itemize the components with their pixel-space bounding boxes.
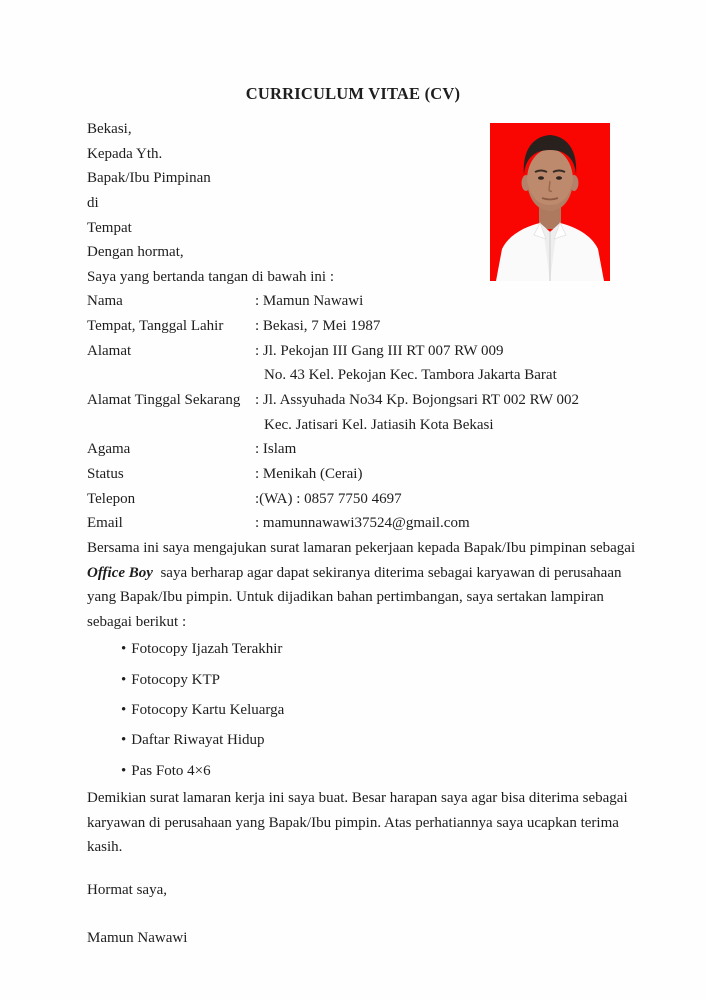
detail-row-agama xyxy=(87,437,632,462)
bullet-icon: • xyxy=(121,732,127,749)
detail-value: :(WA) : 0857 7750 4697 xyxy=(255,490,402,507)
detail-row-telepon xyxy=(87,487,632,512)
detail-row-ttl xyxy=(87,314,632,339)
detail-label: Alamat xyxy=(87,342,132,359)
detail-label: Agama xyxy=(87,441,131,458)
detail-label: Nama xyxy=(87,293,123,310)
detail-label: Status xyxy=(87,465,124,482)
application-paragraph-line2-rest: saya berharap agar dapat sekiranya diterima sebagai karyawan di perusahaan xyxy=(152,564,622,581)
list-item xyxy=(121,665,632,695)
page-title: CURRICULUM VITAE (CV) xyxy=(245,84,461,103)
salutation-line: Kepada Yth. xyxy=(87,145,163,162)
detail-row-status xyxy=(87,462,632,487)
detail-label: Email xyxy=(87,515,123,532)
attachment-label: Fotocopy Kartu Keluarga xyxy=(131,702,285,719)
list-item xyxy=(121,634,632,664)
detail-value: : Islam xyxy=(255,441,297,458)
attachment-label: Fotocopy KTP xyxy=(131,671,221,688)
signoff-line: Hormat saya, xyxy=(87,881,167,898)
list-item xyxy=(121,725,632,755)
detail-value: : Mamun Nawawi xyxy=(255,293,364,310)
detail-value-line1: : Jl. Assyuhada No34 Kp. Bojongsari RT 002 RW 002 xyxy=(255,392,579,409)
letter-body xyxy=(87,117,636,950)
application-paragraph-line1: Bersama ini saya mengajukan surat lamaran pekerjaan kepada Bapak/Ibu pimpinan sebagai xyxy=(87,539,636,556)
list-item xyxy=(121,756,632,786)
spacer xyxy=(87,903,632,926)
bullet-icon: • xyxy=(121,702,127,719)
detail-value xyxy=(255,388,632,437)
detail-value xyxy=(255,339,632,388)
closing-paragraph-line2: karyawan di perusahaan yang Bapak/Ibu pimpin. Atas perhatiannya saya ucapkan terima xyxy=(87,814,619,831)
recipient-line: Bapak/Ibu Pimpinan xyxy=(87,170,211,187)
detail-label: Telepon xyxy=(87,490,136,507)
application-paragraph-line2 xyxy=(87,561,632,586)
detail-row-nama xyxy=(87,289,632,314)
signature-name: Mamun Nawawi xyxy=(87,929,188,946)
detail-value: : Menikah (Cerai) xyxy=(255,465,363,482)
tempat-line: Tempat xyxy=(87,219,132,236)
di-line: di xyxy=(87,194,99,211)
detail-row-alamat xyxy=(87,339,632,388)
intro-line: Saya yang bertanda tangan di bawah ini : xyxy=(87,268,335,285)
attachment-label: Pas Foto 4×6 xyxy=(131,762,211,779)
city-line: Bekasi, xyxy=(87,121,132,137)
greeting-line: Dengan hormat, xyxy=(87,244,184,261)
detail-label: Tempat, Tanggal Lahir xyxy=(87,318,224,335)
list-item xyxy=(121,695,632,725)
detail-value-line1: : Jl. Pekojan III Gang III RT 007 RW 009 xyxy=(255,342,504,359)
position-name: Office Boy xyxy=(87,564,153,581)
spacer xyxy=(87,860,632,878)
bullet-icon: • xyxy=(121,671,127,688)
detail-value: : mamunnawawi37524@gmail.com xyxy=(255,515,470,532)
application-paragraph-line3: yang Bapak/Ibu pimpin. Untuk dijadikan bahan pertimbangan, saya sertakan lampiran xyxy=(87,589,604,606)
application-paragraph-line4: sebagai berikut : xyxy=(87,613,187,630)
closing-paragraph-line1: Demikian surat lamaran kerja ini saya buat. Besar harapan saya agar bisa diterima sebagai xyxy=(87,789,628,806)
detail-value-line2: Kec. Jatisari Kel. Jatiasih Kota Bekasi xyxy=(264,416,494,433)
attachment-label: Fotocopy Ijazah Terakhir xyxy=(131,641,283,658)
closing-paragraph-line3: kasih. xyxy=(87,839,123,856)
bullet-icon: • xyxy=(121,641,127,658)
bullet-icon: • xyxy=(121,762,127,779)
detail-row-alamat-sekarang xyxy=(87,388,632,437)
detail-value-line2: No. 43 Kel. Pekojan Kec. Tambora Jakarta Barat xyxy=(264,367,557,384)
attachment-label: Daftar Riwayat Hidup xyxy=(131,732,265,749)
detail-row-email xyxy=(87,511,632,536)
attachment-list xyxy=(121,634,632,785)
detail-label: Alamat Tinggal Sekarang xyxy=(87,392,241,409)
detail-value: : Bekasi, 7 Mei 1987 xyxy=(255,318,381,335)
